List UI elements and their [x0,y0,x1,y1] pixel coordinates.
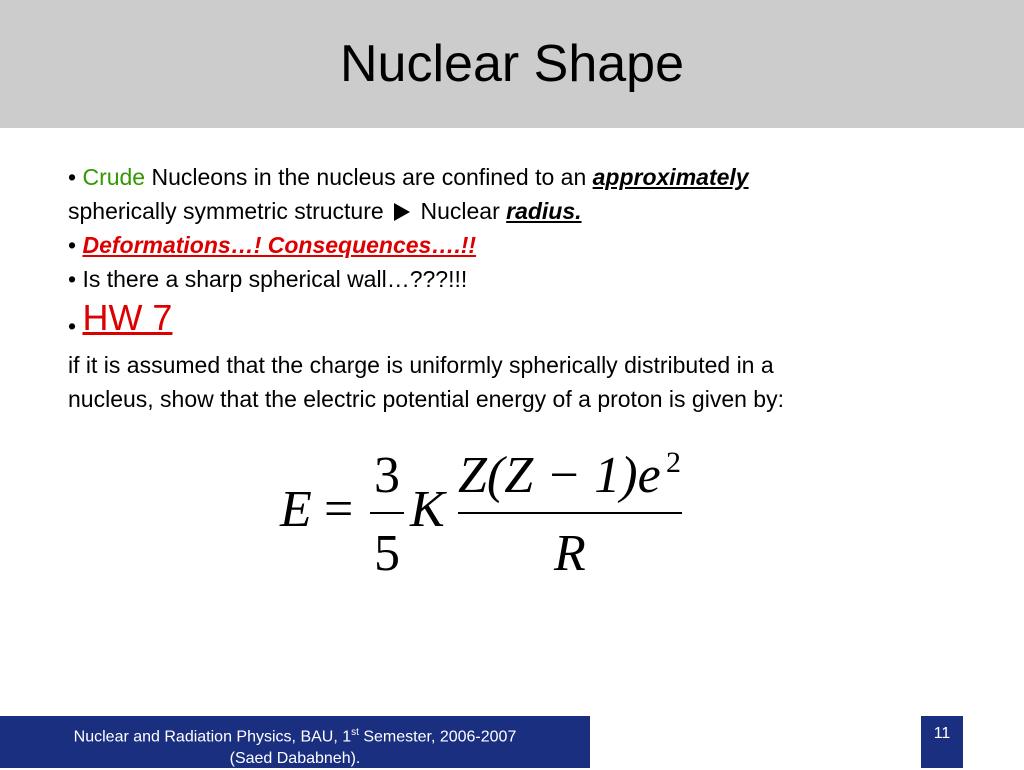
bullet-1-text: Nucleons in the nucleus are confined to an [151,164,587,190]
formula-lhs: E [280,481,312,538]
formula-denominator-r: R [554,525,586,582]
energy-formula [280,448,700,588]
deformations-text: Deformations…! Consequences….!! [82,232,477,258]
footer-text-c: (Saed Dababneh). [229,750,361,768]
right-arrow-icon [394,203,410,221]
bullet-2 [68,228,968,262]
slide-content [68,160,968,416]
formula-equals: = [324,481,354,538]
formula-numerator-charge: Z(Z − 1)e [458,447,661,504]
radius-emphasis: radius. [506,198,582,224]
bullet-1-line-1 [68,160,968,194]
bullet-marker: • [68,164,77,190]
fraction-bar-1 [370,512,404,514]
bullet-3: • Is there a sharp spherical wall…???!!! [68,266,468,292]
footer-superscript: st [351,727,359,738]
bullet-1-text-2: spherically symmetric structure [68,198,384,224]
crude-label: Crude [82,164,146,190]
formula-numerator-3: 3 [374,447,400,504]
approximately-emphasis: approximately [592,164,749,190]
formula-exponent: 2 [666,446,681,479]
footer-citation [0,716,590,768]
fraction-bar-2 [458,512,682,514]
problem-line-2: nucleus, show that the electric potential energy of a proton is given by: [68,386,784,412]
page-number: 11 [921,716,963,768]
slide-title: Nuclear Shape [340,35,684,93]
bullet-1-text-3: Nuclear [420,198,500,224]
problem-line-1: if it is assumed that the charge is uniformly spherically distributed in a [68,352,774,378]
homework-label: HW 7 [82,297,173,338]
footer-text-b: Semester, 2006-2007 [358,728,517,746]
formula-denominator-5: 5 [374,525,400,582]
bullet-4 [68,296,968,348]
bullet-marker: • [68,232,77,258]
footer-text-a: Nuclear and Radiation Physics, BAU, 1 [73,728,352,746]
bullet-1-line-2 [68,194,968,228]
formula-constant-k: K [410,481,445,538]
bullet-marker: • [68,313,77,339]
